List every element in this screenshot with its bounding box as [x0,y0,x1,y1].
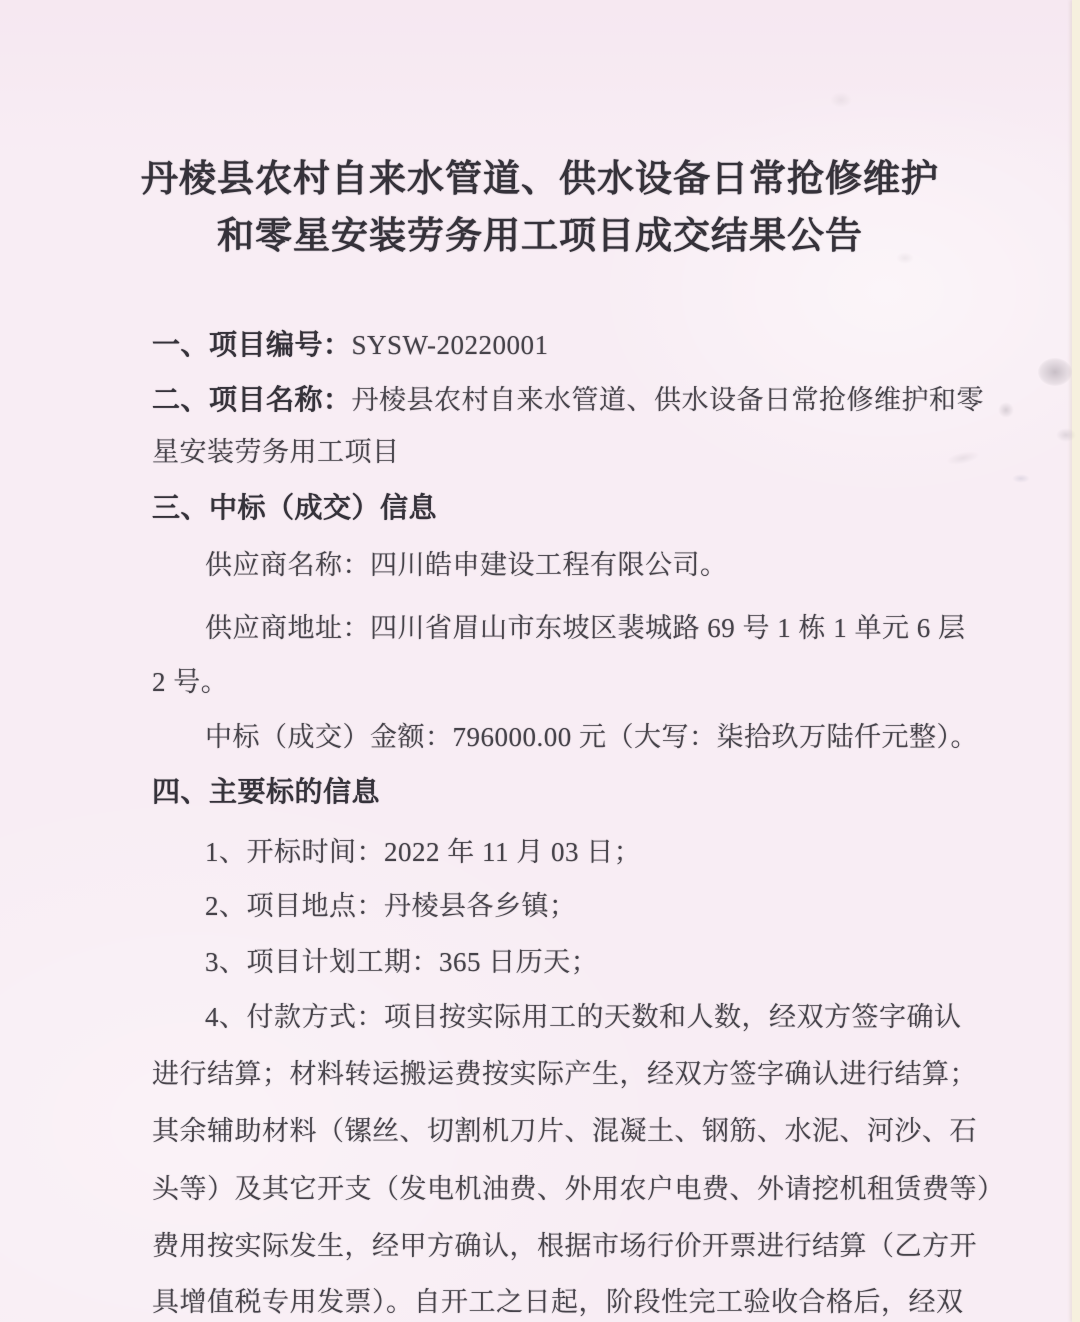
scan-smudge [998,402,1014,418]
section1-value: SYSW-20220001 [351,330,549,360]
project-duration-line: 3、项目计划工期：365 日历天； [205,947,599,977]
section1-project-number [152,325,549,365]
payment-method-line-1: 4、付款方式：项目按实际用工的天数和人数，经双方签字确认 [205,1002,962,1032]
scan-smudge [945,449,981,468]
supplier-address-line-1: 供应商地址：四川省眉山市东坡区裴城路 69 号 1 栋 1 单元 6 层 [205,613,966,643]
scan-smudge [1012,474,1030,483]
supplier-address-line-2: 2 号。 [152,667,229,697]
section2-value-line-2: 星安装劳务用工项目 [152,437,400,467]
payment-method-line-6: 具增值税专用发票）。自开工之日起，阶段性完工验收合格后，经双 [152,1287,964,1317]
supplier-name-line: 供应商名称：四川皓申建设工程有限公司。 [205,550,728,580]
payment-method-line-3: 其余辅助材料（镙丝、切割机刀片、混凝土、钢筋、水泥、河沙、石 [152,1116,977,1146]
section4-heading: 四、主要标的信息 [152,776,381,807]
section2-label: 二、项目名称： [152,384,352,415]
award-amount-line: 中标（成交）金额：796000.00 元（大写：柒拾玖万陆仟元整）。 [205,722,978,752]
payment-method-line-5: 费用按实际发生，经甲方确认，根据市场行价开票进行结算（乙方开 [152,1231,977,1261]
section2-project-name [152,380,984,420]
bid-opening-time-line: 1、开标时间：2022 年 11 月 03 日； [205,837,642,867]
payment-method-line-4: 头等）及其它开支（发电机油费、外用农户电费、外请挖机租赁费等） [152,1174,1005,1204]
scan-smudge [830,92,852,108]
scan-smudge [1038,358,1072,386]
project-location-line: 2、项目地点：丹棱县各乡镇； [205,891,577,921]
section3-heading: 三、中标（成交）信息 [152,492,438,523]
document-title-line-2: 和零星安装劳务用工项目成交结果公告 [217,215,863,256]
payment-method-line-2: 进行结算；材料转运搬运费按实际产生，经双方签字确认进行结算； [152,1059,977,1089]
section2-value-line-1: 丹棱县农村自来水管道、供水设备日常抢修维护和零 [351,385,985,415]
section1-label: 一、项目编号： [152,329,352,360]
document-title-line-1: 丹棱县农村自来水管道、供水设备日常抢修维护 [141,158,939,199]
